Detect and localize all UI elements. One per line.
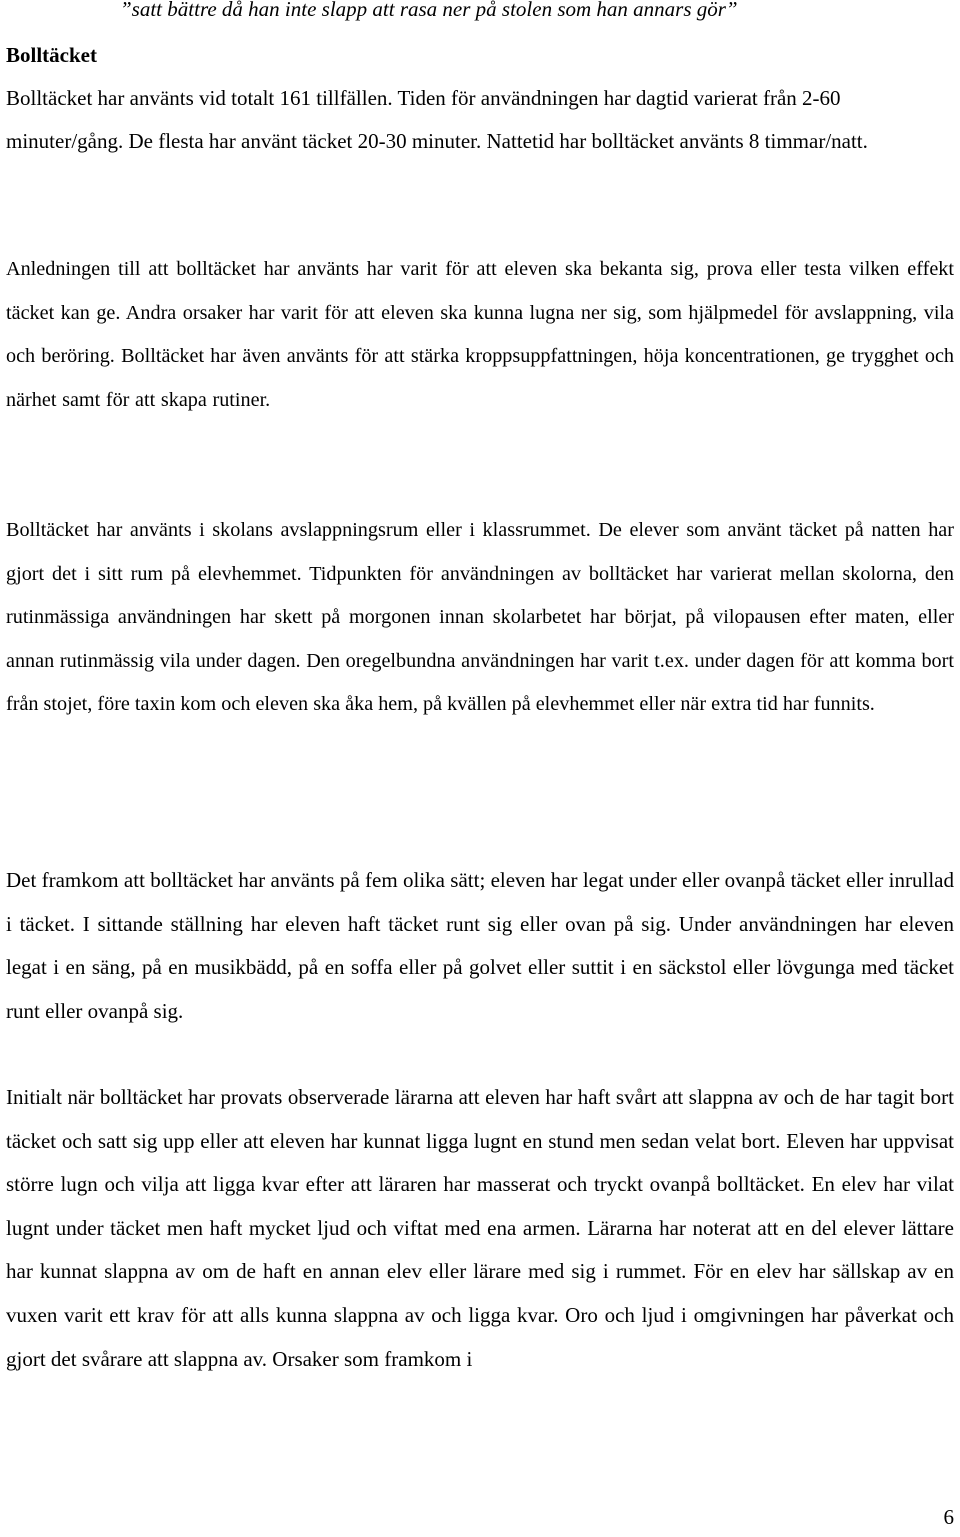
paragraph-locations-timing: Bolltäcket har använts i skolans avslappningsrum eller i klassrummet. De elever som använt täcket på natten har gjort det i sitt rum på elevhemmet. Tidpunkten för användningen av bolltäcket har varierat mellan skolorna, den rutinmässiga användningen har skett på morgonen innan skolarbetet har börjat, på vilopausen efter maten, eller annan rutinmässig vila under dagen. Den oregelbundna användningen har varit t.ex. under dagen för att komma bort från stojet, före taxin kom och eleven ska åka hem, på kvällen på elevhemmet eller när extra tid har funnits. xyxy=(6,519,954,716)
paragraph-reasons: Anledningen till att bolltäcket har använts har varit för att eleven ska bekanta sig, prova eller testa vilken effekt täcket kan ge. Andra orsaker har varit för att eleven ska kunna lugna ner sig, som hjälpmedel för avslappning, vila och beröring. Bolltäcket har även använts för att stärka kroppsuppfattningen, höja koncentrationen, ge trygghet och närhet samt för att skapa rutiner. xyxy=(6,258,954,411)
page-number: 6 xyxy=(943,1505,954,1529)
paragraph-initial-observations: Initialt när bolltäcket har provats observerade lärarna att eleven har haft svårt att slappna av och de har tagit bort täcket och satt sig upp eller att eleven har kunnat ligga lugnt en stund men sedan velat bort. Eleven har uppvisat större lugn och vilja att ligga kvar efter att läraren har masserat och tryckt ovanpå bolltäcket. En elev har vilat lugnt under täcket men haft mycket ljud och viftat med ena armen. Lärarna har noterat att en del elever lättare har kunnat slappna av om de haft en annan elev eller lärare med sig i rummet. För en elev har sällskap av en vuxen varit ett krav för att alls kunna slappna av och ligga kvar. Oro och ljud i omgivningen har påverkat och gjort det svårare att slappna av. Orsaker som framkom i xyxy=(6,1085,954,1371)
paragraph-usage-duration: Bolltäcket har använts vid totalt 161 tillfällen. Tiden för användningen har dagtid varierat från 2-60 minuter/gång. De flesta har använt täcket 20-30 minuter. Nattetid har bolltäcket använts 8 timmar/natt. xyxy=(6,86,868,153)
section-heading: Bolltäcket xyxy=(6,43,97,67)
quote-fragment: ”satt bättre då han inte slapp att rasa ner på stolen som han annars gör” xyxy=(120,0,738,21)
paragraph-ways-of-use: Det framkom att bolltäcket har använts på fem olika sätt; eleven har legat under eller ovanpå täcket eller inrullad i täcket. I sittande ställning har eleven haft täcket runt sig eller ovan på sig. Under användningen har eleven legat i en säng, på en musikbädd, på en soffa eller på golvet eller suttit i en säckstol eller lövgunga med täcket runt eller ovanpå sig. xyxy=(6,868,954,1023)
